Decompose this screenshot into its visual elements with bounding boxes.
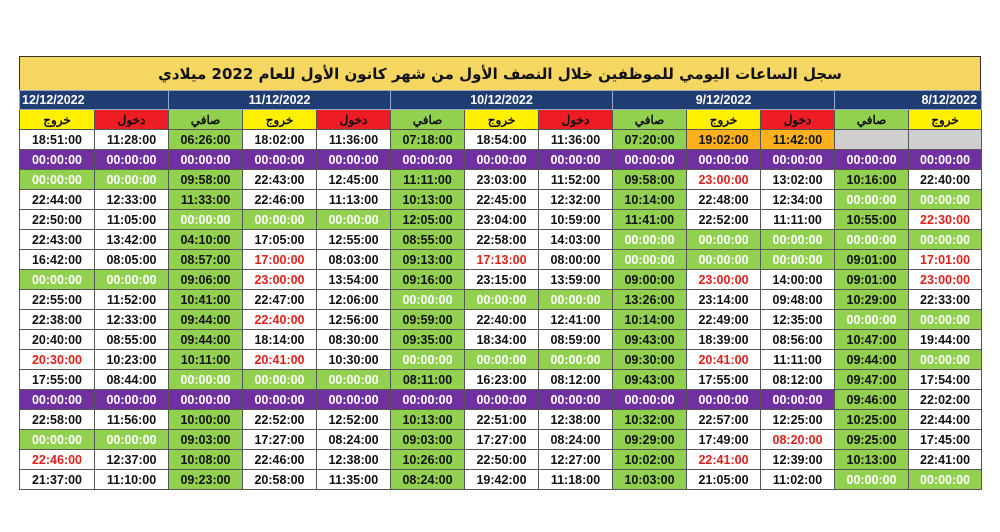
time-cell: 22:49:00 — [687, 310, 761, 330]
time-cell: 10:13:00 — [391, 410, 465, 430]
enter-header: دخول — [95, 110, 169, 130]
time-cell: 11:10:00 — [95, 470, 169, 490]
date-label: 9/12/2022 — [613, 91, 835, 110]
time-cell: 00:00:00 — [909, 350, 982, 370]
time-cell: 22:40:00 — [909, 170, 982, 190]
time-cell: 08:59:00 — [539, 330, 613, 350]
time-cell: 11:52:00 — [539, 170, 613, 190]
time-cell: 00:00:00 — [20, 390, 95, 410]
time-cell: 19:02:00 — [687, 130, 761, 150]
time-cell: 00:00:00 — [761, 150, 835, 170]
time-cell: 17:27:00 — [465, 430, 539, 450]
time-cell: 00:00:00 — [909, 470, 982, 490]
time-cell: 00:00:00 — [465, 150, 539, 170]
time-cell: 11:36:00 — [317, 130, 391, 150]
time-cell: 09:48:00 — [761, 290, 835, 310]
time-cell: 23:00:00 — [243, 270, 317, 290]
time-cell: 22:30:00 — [909, 210, 982, 230]
time-cell: 00:00:00 — [243, 370, 317, 390]
time-cell: 00:00:00 — [613, 250, 687, 270]
time-cell: 11:11:00 — [761, 210, 835, 230]
time-cell: 22:46:00 — [243, 450, 317, 470]
time-cell: 00:00:00 — [687, 250, 761, 270]
time-cell: 18:51:00 — [20, 130, 95, 150]
time-cell: 22:38:00 — [20, 310, 95, 330]
time-cell: 00:00:00 — [243, 150, 317, 170]
time-cell: 23:14:00 — [687, 290, 761, 310]
table-row — [20, 450, 982, 470]
time-cell: 00:00:00 — [761, 250, 835, 270]
table-row — [20, 230, 982, 250]
time-cell: 11:52:00 — [95, 290, 169, 310]
time-cell: 09:01:00 — [835, 250, 909, 270]
time-cell: 00:00:00 — [391, 390, 465, 410]
exit-header: خروج — [465, 110, 539, 130]
time-cell: 13:26:00 — [613, 290, 687, 310]
time-cell: 13:54:00 — [317, 270, 391, 290]
time-cell: 22:52:00 — [687, 210, 761, 230]
time-cell: 08:03:00 — [317, 250, 391, 270]
time-cell: 12:45:00 — [317, 170, 391, 190]
time-cell: 22:41:00 — [687, 450, 761, 470]
net-header: صافي — [169, 110, 243, 130]
time-cell: 16:23:00 — [465, 370, 539, 390]
time-cell: 00:00:00 — [761, 230, 835, 250]
enter-header: دخول — [317, 110, 391, 130]
enter-header: دخول — [761, 110, 835, 130]
time-cell: 13:02:00 — [761, 170, 835, 190]
date-header-row — [20, 91, 982, 110]
time-cell: 16:42:00 — [20, 250, 95, 270]
time-cell: 22:57:00 — [687, 410, 761, 430]
time-cell: 10:02:00 — [613, 450, 687, 470]
time-cell: 12:06:00 — [317, 290, 391, 310]
time-cell: 12:34:00 — [761, 190, 835, 210]
sheet-title: سجل الساعات اليومي للموظفين خلال النصف الأول من شهر كانون الأول للعام 2022 ميلادي — [19, 56, 981, 90]
time-cell: 22:40:00 — [243, 310, 317, 330]
time-cell: 00:00:00 — [539, 150, 613, 170]
time-cell: 00:00:00 — [539, 390, 613, 410]
time-cell: 22:50:00 — [20, 210, 95, 230]
time-cell: 10:16:00 — [835, 170, 909, 190]
time-cell: 09:13:00 — [391, 250, 465, 270]
time-cell: 10:11:00 — [169, 350, 243, 370]
time-cell: 22:43:00 — [20, 230, 95, 250]
time-cell: 12:25:00 — [761, 410, 835, 430]
table-row — [20, 410, 982, 430]
time-cell: 00:00:00 — [687, 230, 761, 250]
time-cell: 00:00:00 — [539, 350, 613, 370]
time-cell: 00:00:00 — [687, 390, 761, 410]
time-cell: 00:00:00 — [687, 150, 761, 170]
time-cell: 09:29:00 — [613, 430, 687, 450]
time-cell: 18:14:00 — [243, 330, 317, 350]
time-cell: 22:55:00 — [20, 290, 95, 310]
table-row — [20, 210, 982, 230]
time-cell: 00:00:00 — [169, 150, 243, 170]
time-cell: 00:00:00 — [20, 430, 95, 450]
time-cell: 00:00:00 — [909, 190, 982, 210]
time-cell: 12:33:00 — [95, 310, 169, 330]
time-cell: 14:03:00 — [539, 230, 613, 250]
time-cell: 00:00:00 — [243, 390, 317, 410]
time-cell: 20:41:00 — [687, 350, 761, 370]
time-cell: 08:20:00 — [761, 430, 835, 450]
time-cell: 10:08:00 — [169, 450, 243, 470]
table-row — [20, 390, 982, 410]
time-cell: 22:33:00 — [909, 290, 982, 310]
table-row — [20, 430, 982, 450]
time-cell: 10:14:00 — [613, 310, 687, 330]
time-cell: 17:45:00 — [909, 430, 982, 450]
time-cell: 09:01:00 — [835, 270, 909, 290]
time-cell: 12:37:00 — [95, 450, 169, 470]
net-header: صافي — [391, 110, 465, 130]
exit-header: خروج — [243, 110, 317, 130]
time-cell: 10:13:00 — [391, 190, 465, 210]
time-cell: 09:44:00 — [169, 310, 243, 330]
time-cell: 17:27:00 — [243, 430, 317, 450]
time-cell: 10:41:00 — [169, 290, 243, 310]
time-cell: 17:05:00 — [243, 230, 317, 250]
time-cell — [835, 130, 909, 150]
time-cell: 11:41:00 — [613, 210, 687, 230]
time-cell: 22:58:00 — [20, 410, 95, 430]
time-cell: 09:44:00 — [835, 350, 909, 370]
time-cell: 09:30:00 — [613, 350, 687, 370]
time-cell: 22:52:00 — [243, 410, 317, 430]
time-cell: 20:58:00 — [243, 470, 317, 490]
time-cell: 08:24:00 — [317, 430, 391, 450]
time-cell: 11:28:00 — [95, 130, 169, 150]
table-row — [20, 310, 982, 330]
time-cell: 17:13:00 — [465, 250, 539, 270]
time-cell: 12:35:00 — [761, 310, 835, 330]
time-cell: 20:30:00 — [20, 350, 95, 370]
time-cell: 22:46:00 — [20, 450, 95, 470]
column-header-row — [20, 110, 982, 130]
time-cell: 22:47:00 — [243, 290, 317, 310]
enter-header: دخول — [539, 110, 613, 130]
time-cell: 00:00:00 — [539, 290, 613, 310]
time-cell: 12:55:00 — [317, 230, 391, 250]
time-cell: 12:38:00 — [539, 410, 613, 430]
time-cell: 08:57:00 — [169, 250, 243, 270]
time-cell: 11:33:00 — [169, 190, 243, 210]
time-cell: 12:38:00 — [317, 450, 391, 470]
table-row — [20, 290, 982, 310]
time-cell: 08:24:00 — [391, 470, 465, 490]
time-cell: 21:05:00 — [687, 470, 761, 490]
table-row — [20, 130, 982, 150]
time-cell: 08:56:00 — [761, 330, 835, 350]
time-cell: 00:00:00 — [243, 210, 317, 230]
time-cell: 00:00:00 — [95, 170, 169, 190]
time-cell: 00:00:00 — [169, 370, 243, 390]
time-cell: 09:25:00 — [835, 430, 909, 450]
time-cell: 19:42:00 — [465, 470, 539, 490]
time-cell: 08:12:00 — [761, 370, 835, 390]
table-row — [20, 370, 982, 390]
date-label: 8/12/2022 — [835, 91, 982, 110]
time-cell — [909, 130, 982, 150]
time-cell: 22:44:00 — [20, 190, 95, 210]
table-row — [20, 330, 982, 350]
time-cell: 10:00:00 — [169, 410, 243, 430]
time-cell: 00:00:00 — [909, 310, 982, 330]
time-cell: 17:54:00 — [909, 370, 982, 390]
time-cell: 19:44:00 — [909, 330, 982, 350]
table-row — [20, 150, 982, 170]
time-cell: 23:15:00 — [465, 270, 539, 290]
time-cell: 10:59:00 — [539, 210, 613, 230]
time-cell: 14:00:00 — [761, 270, 835, 290]
time-cell: 12:05:00 — [391, 210, 465, 230]
time-cell: 12:41:00 — [539, 310, 613, 330]
time-cell: 04:10:00 — [169, 230, 243, 250]
time-cell: 09:43:00 — [613, 330, 687, 350]
time-cell: 09:03:00 — [169, 430, 243, 450]
time-cell: 08:00:00 — [539, 250, 613, 270]
time-cell: 00:00:00 — [317, 150, 391, 170]
time-cell: 11:36:00 — [539, 130, 613, 150]
time-cell: 10:29:00 — [835, 290, 909, 310]
time-cell: 21:37:00 — [20, 470, 95, 490]
net-header: صافي — [835, 110, 909, 130]
time-cell: 11:56:00 — [95, 410, 169, 430]
time-cell: 09:00:00 — [613, 270, 687, 290]
time-cell: 10:23:00 — [95, 350, 169, 370]
time-cell: 00:00:00 — [169, 390, 243, 410]
time-cell: 09:35:00 — [391, 330, 465, 350]
time-cell: 07:20:00 — [613, 130, 687, 150]
time-cell: 08:05:00 — [95, 250, 169, 270]
time-cell: 22:48:00 — [687, 190, 761, 210]
time-cell: 00:00:00 — [613, 230, 687, 250]
time-cell: 12:33:00 — [95, 190, 169, 210]
time-cell: 13:59:00 — [539, 270, 613, 290]
time-cell: 23:04:00 — [465, 210, 539, 230]
time-cell: 08:12:00 — [539, 370, 613, 390]
time-cell: 00:00:00 — [317, 210, 391, 230]
time-cell: 09:58:00 — [169, 170, 243, 190]
date-label: 12/12/2022 — [20, 91, 169, 110]
exit-header: خروج — [20, 110, 95, 130]
time-cell: 20:40:00 — [20, 330, 95, 350]
attendance-sheet — [19, 56, 981, 490]
time-cell: 00:00:00 — [835, 230, 909, 250]
time-cell: 09:43:00 — [613, 370, 687, 390]
time-cell: 23:03:00 — [465, 170, 539, 190]
time-cell: 00:00:00 — [835, 470, 909, 490]
time-cell: 09:16:00 — [391, 270, 465, 290]
time-cell: 08:11:00 — [391, 370, 465, 390]
time-cell: 10:47:00 — [835, 330, 909, 350]
time-cell: 18:54:00 — [465, 130, 539, 150]
time-cell: 08:24:00 — [539, 430, 613, 450]
table-row — [20, 270, 982, 290]
time-cell: 00:00:00 — [465, 290, 539, 310]
time-cell: 23:00:00 — [687, 270, 761, 290]
date-label: 10/12/2022 — [391, 91, 613, 110]
time-cell: 12:32:00 — [539, 190, 613, 210]
table-row — [20, 170, 982, 190]
time-cell: 00:00:00 — [317, 390, 391, 410]
exit-header: خروج — [909, 110, 982, 130]
time-cell: 10:13:00 — [835, 450, 909, 470]
time-cell: 00:00:00 — [835, 150, 909, 170]
time-cell: 13:42:00 — [95, 230, 169, 250]
time-cell: 12:27:00 — [539, 450, 613, 470]
time-cell: 11:11:00 — [761, 350, 835, 370]
time-cell: 22:45:00 — [465, 190, 539, 210]
time-cell: 11:11:00 — [391, 170, 465, 190]
time-cell: 00:00:00 — [95, 390, 169, 410]
table-row — [20, 250, 982, 270]
time-cell: 22:44:00 — [909, 410, 982, 430]
time-cell: 00:00:00 — [761, 390, 835, 410]
time-cell: 17:01:00 — [909, 250, 982, 270]
time-cell: 00:00:00 — [391, 290, 465, 310]
time-cell: 00:00:00 — [909, 230, 982, 250]
table-row — [20, 350, 982, 370]
time-cell: 22:43:00 — [243, 170, 317, 190]
time-cell: 22:02:00 — [909, 390, 982, 410]
time-cell: 09:47:00 — [835, 370, 909, 390]
attendance-table — [19, 90, 982, 490]
time-cell: 22:40:00 — [465, 310, 539, 330]
time-cell: 09:59:00 — [391, 310, 465, 330]
time-cell: 09:58:00 — [613, 170, 687, 190]
time-cell: 07:18:00 — [391, 130, 465, 150]
time-cell: 00:00:00 — [317, 370, 391, 390]
time-cell: 00:00:00 — [169, 210, 243, 230]
time-cell: 08:44:00 — [95, 370, 169, 390]
time-cell: 11:05:00 — [95, 210, 169, 230]
time-cell: 09:06:00 — [169, 270, 243, 290]
time-cell: 00:00:00 — [20, 270, 95, 290]
time-cell: 09:44:00 — [169, 330, 243, 350]
time-cell: 00:00:00 — [95, 430, 169, 450]
time-cell: 00:00:00 — [613, 150, 687, 170]
time-cell: 10:14:00 — [613, 190, 687, 210]
time-cell: 00:00:00 — [20, 150, 95, 170]
time-cell: 08:30:00 — [317, 330, 391, 350]
date-label: 11/12/2022 — [169, 91, 391, 110]
time-cell: 00:00:00 — [909, 150, 982, 170]
time-cell: 23:00:00 — [909, 270, 982, 290]
time-cell: 10:26:00 — [391, 450, 465, 470]
time-cell: 18:02:00 — [243, 130, 317, 150]
time-cell: 00:00:00 — [391, 350, 465, 370]
time-cell: 17:49:00 — [687, 430, 761, 450]
exit-header: خروج — [687, 110, 761, 130]
time-cell: 11:35:00 — [317, 470, 391, 490]
time-cell: 11:13:00 — [317, 190, 391, 210]
time-cell: 17:55:00 — [20, 370, 95, 390]
time-cell: 08:55:00 — [95, 330, 169, 350]
time-cell: 06:26:00 — [169, 130, 243, 150]
table-row — [20, 470, 982, 490]
time-cell: 00:00:00 — [95, 270, 169, 290]
time-cell: 12:39:00 — [761, 450, 835, 470]
time-cell: 00:00:00 — [835, 190, 909, 210]
time-cell: 00:00:00 — [613, 390, 687, 410]
time-cell: 10:25:00 — [835, 410, 909, 430]
time-cell: 00:00:00 — [20, 170, 95, 190]
time-cell: 00:00:00 — [391, 150, 465, 170]
time-cell: 22:50:00 — [465, 450, 539, 470]
time-cell: 00:00:00 — [95, 150, 169, 170]
time-cell: 10:32:00 — [613, 410, 687, 430]
time-cell: 09:23:00 — [169, 470, 243, 490]
time-cell: 12:52:00 — [317, 410, 391, 430]
time-cell: 09:03:00 — [391, 430, 465, 450]
time-cell: 11:02:00 — [761, 470, 835, 490]
time-cell: 20:41:00 — [243, 350, 317, 370]
time-cell: 10:30:00 — [317, 350, 391, 370]
time-cell: 18:34:00 — [465, 330, 539, 350]
time-cell: 22:41:00 — [909, 450, 982, 470]
time-cell: 00:00:00 — [465, 390, 539, 410]
time-cell: 22:51:00 — [465, 410, 539, 430]
time-cell: 08:55:00 — [391, 230, 465, 250]
time-cell: 11:18:00 — [539, 470, 613, 490]
time-cell: 09:46:00 — [835, 390, 909, 410]
time-cell: 22:46:00 — [243, 190, 317, 210]
time-cell: 17:55:00 — [687, 370, 761, 390]
time-cell: 23:00:00 — [687, 170, 761, 190]
time-cell: 00:00:00 — [835, 310, 909, 330]
time-cell: 10:55:00 — [835, 210, 909, 230]
time-cell: 22:58:00 — [465, 230, 539, 250]
net-header: صافي — [613, 110, 687, 130]
time-cell: 11:42:00 — [761, 130, 835, 150]
time-cell: 17:00:00 — [243, 250, 317, 270]
time-cell: 00:00:00 — [465, 350, 539, 370]
time-cell: 18:39:00 — [687, 330, 761, 350]
time-cell: 10:03:00 — [613, 470, 687, 490]
table-row — [20, 190, 982, 210]
time-cell: 12:56:00 — [317, 310, 391, 330]
